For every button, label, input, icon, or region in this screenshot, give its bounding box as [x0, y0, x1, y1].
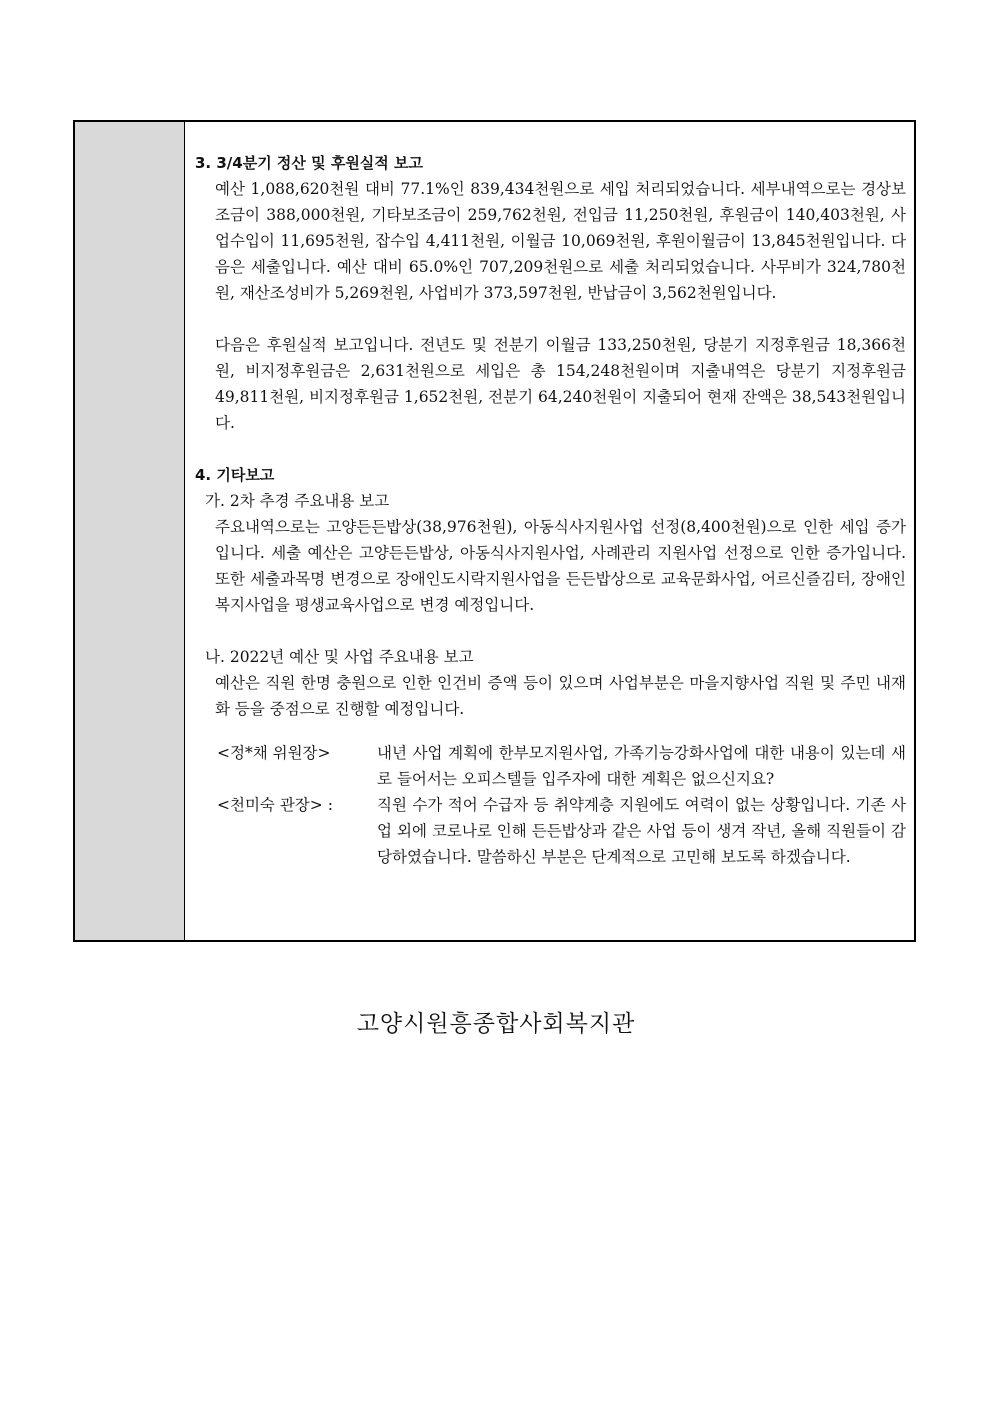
minutes-table [73, 120, 916, 942]
section-4b-body: 예산은 직원 한명 충원으로 인한 인건비 증액 등이 있으며 사업부분은 마을지향사업 직원 및 주민 내재화 등을 중점으로 진행할 예정입니다. [215, 674, 906, 718]
speech-chair: 내년 사업 계획에 한부모지원사업, 가족기능강화사업에 대한 내용이 있는데 새로 들어서는 오피스텔들 입주자에 대한 계획은 없으신지요? [377, 744, 906, 788]
label-column [75, 122, 185, 940]
section-3-heading: 3. 3/4분기 정산 및 후원실적 보고 [195, 154, 423, 172]
section-4b-title: 나. 2022년 예산 및 사업 주요내용 보고 [205, 648, 474, 666]
speaker-director: <천미숙 관장> : [217, 796, 333, 814]
section-3-sponsorship-paragraph: 다음은 후원실적 보고입니다. 전년도 및 전분기 이월금 133,250천원, 당분기 지정후원금 18,366천원, 비지정후원금은 2,631천원으로 세입은 총 154,248천원이며 지출내역은 당분기 지정후원금 49,811천원, 비지정후원금 1,652천원, 전분기 64,240천원이 지출되어 현재 잔액은 38,543천원입니다. [215, 336, 906, 432]
minutes-content [185, 122, 914, 940]
section-4a-title: 가. 2차 추경 주요내용 보고 [205, 492, 390, 510]
section-3-settlement-paragraph: 예산 1,088,620천원 대비 77.1%인 839,434천원으로 세입 처리되었습니다. 세부내역으로는 경상보조금이 388,000천원, 기타보조금이 259,762천원, 전입금 11,250천원, 후원금이 140,403천원, 사업수입이 11,695천원, 잡수입 4,411천원, 이월금 10,069천원, 후원이월금이 13,845천원입니다. 다음은 세출입니다. 예산 대비 65.0%인 707,209천원으로 세출 처리되었습니다. 사무비가 324,780천원, 재산조성비가 5,269천원, 사업비가 373,597천원, 반납금이 3,562천원입니다. [215, 180, 906, 302]
section-4-heading: 4. 기타보고 [195, 466, 275, 484]
section-4a-body: 주요내역으로는 고양든든밥상(38,976천원), 아동식사지원사업 선정(8,400천원)으로 인한 세입 증가입니다. 세출 예산은 고양든든밥상, 아동식사지원사업, 사례관리 지원사업 선정으로 인한 증가입니다. 또한 세출과목명 변경으로 장애인도시락지원사업을 든든밥상으로 교육문화사업, 어르신즐김터, 장애인복지사업을 평생교육사업으로 변경 예정입니다. [215, 518, 906, 614]
speech-director: 직원 수가 적어 수급자 등 취약계층 지원에도 여력이 없는 상황입니다. 기존 사업 외에 코로나로 인해 든든밥상과 같은 사업 등이 생겨 작년, 올해 직원들이 감당하였습니다. 말씀하신 부분은 단계적으로 고민해 보도록 하겠습니다. [377, 796, 906, 866]
speaker-chair: <정*채 위원장> [217, 744, 331, 762]
dialogue-entry-director [195, 792, 906, 870]
dialogue-entry-chair [195, 740, 906, 792]
organization-footer: 고양시원흥종합사회복지관 [356, 1011, 636, 1037]
